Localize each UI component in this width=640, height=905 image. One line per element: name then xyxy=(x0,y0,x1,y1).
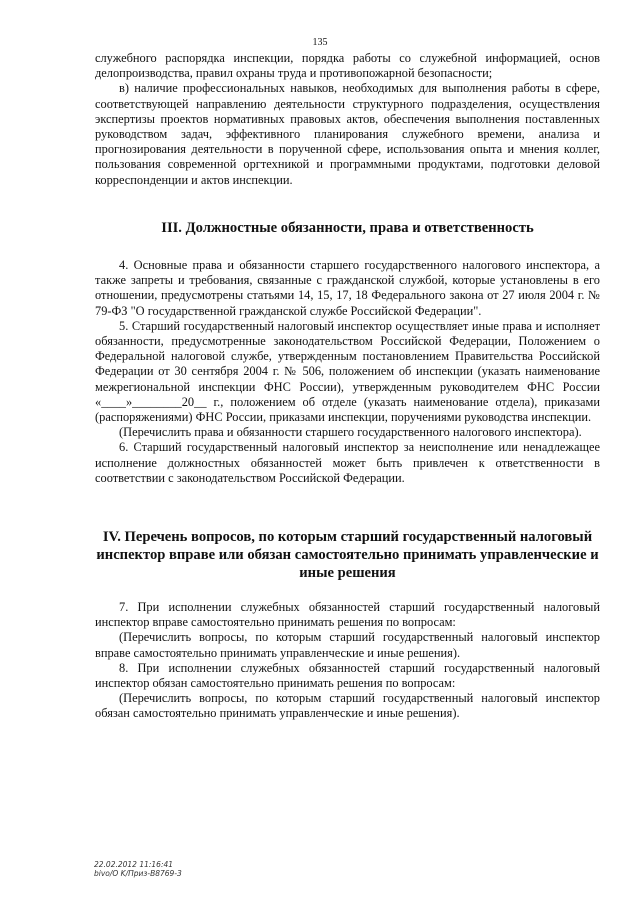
section-3-body xyxy=(95,258,600,486)
paragraph-continued: служебного распорядка инспекции, порядка работы со служебной информацией, основ делопроизводства, правил охраны труда и противопожарной безопасности; xyxy=(95,51,600,81)
section-3-heading: III. Должностные обязанности, права и ответственность xyxy=(161,220,534,236)
paragraph-v: в) наличие профессиональных навыков, необходимых для выполнения работы в сфере, соответствующей направлению деятельности структурного подразделения, осуществления экспертизы проектов нормативных правовых актов, обеспечения выполнения поставленных руководством задач, эффективного планирования служебного времени, анализа и прогнозирования деятельности в порученной сфере, использования опыта и мнения коллег, пользования современной оргтехникой и программными продуктами, подготовки деловой корреспонденции и актов инспекции. xyxy=(95,81,600,187)
paragraph-4: 4. Основные права и обязанности старшего государственного налогового инспектора, а также запреты и требования, связанные с гражданской службой, которые установлены в его отношении, предусмотрены статьями 14, 15, 17, 18 Федерального закона от 27 июля 2004 г. № 79-ФЗ "О государственной гражданской службе Российской Федерации". xyxy=(95,258,600,318)
page-number: 135 xyxy=(312,37,328,48)
paragraph-note-8: (Перечислить вопросы, по которым старший государственный налоговый инспектор обязан самостоятельно принимать управленческие и иные решения). xyxy=(95,691,600,721)
footer-timestamp: 22.02.2012 11:16:41 xyxy=(94,860,174,869)
paragraph-5: 5. Старший государственный налоговый инспектор осуществляет иные права и исполняет обязанности, предусмотренные законодательством Российской Федерации, Положением о Федеральной налоговой службе, утвержденным постановлением Правительства Российской Федерации от 30 сентября 2004 г. № 506, положением об инспекции (указать наименование межрегиональной инспекции ФНС России), утвержденным руководителем ФНС России «____»________20__ г., положением об отделе (указать наименование отдела), приказами (распоряжениями) ФНС России, приказами инспекции, поручениями руководства инспекции. xyxy=(95,318,600,425)
paragraph-note-rights: (Перечислить права и обязанности старшего государственного налогового инспектора). xyxy=(119,425,582,440)
document-footer xyxy=(94,860,182,878)
paragraph-6: 6. Старший государственный налоговый инспектор за неисполнение или ненадлежащее исполнение должностных обязанностей может быть привлечен к ответственности в соответствии с законодательством Российской Федерации. xyxy=(95,440,600,485)
footer-file-ref: bivo/O K/Приз-В8769-3 xyxy=(94,869,182,878)
section-4-heading: IV. Перечень вопросов, по которым старший государственный налоговый инспектор вправе или обязан самостоятельно принимать управленческие и иные решения xyxy=(96,529,599,581)
paragraph-8: 8. При исполнении служебных обязанностей старший государственный налоговый инспектор обязан самостоятельно принимать решения по вопросам: xyxy=(95,660,600,691)
paragraph-7: 7. При исполнении служебных обязанностей старший государственный налоговый инспектор вправе самостоятельно принимать решения по вопросам: xyxy=(95,600,600,630)
paragraph-note-7: (Перечислить вопросы, по которым старший государственный налоговый инспектор вправе самостоятельно принимать управленческие и иные решения). xyxy=(95,630,600,660)
top-text-block xyxy=(95,51,600,188)
section-4-body xyxy=(95,600,600,722)
